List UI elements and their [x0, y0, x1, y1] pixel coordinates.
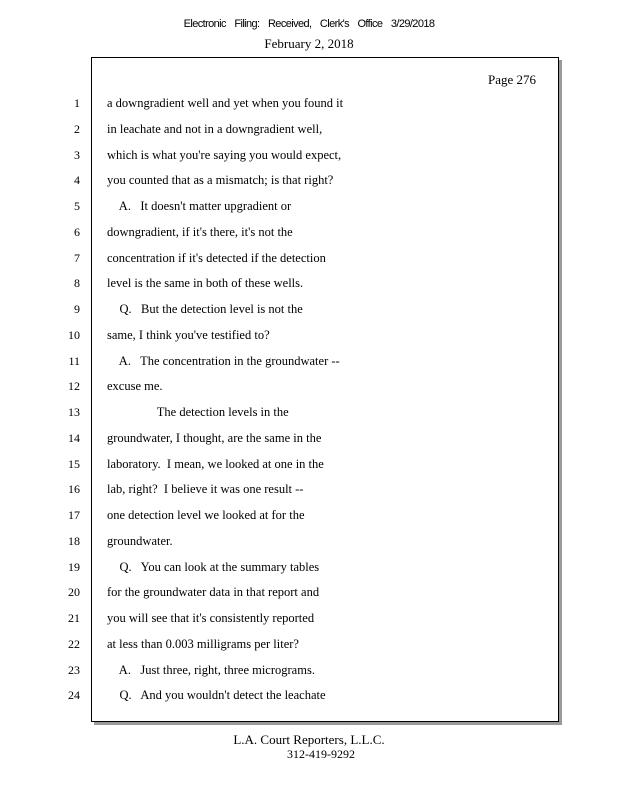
court-reporter-name: L.A. Court Reporters, L.L.C.	[233, 732, 385, 747]
line-text: which is what you're saying you would expect,	[107, 147, 342, 162]
line-number: 9	[74, 302, 80, 316]
transcript-date: February 2, 2018	[264, 36, 354, 51]
transcript-line	[0, 119, 618, 139]
line-number: 14	[68, 430, 80, 445]
transcript-line	[0, 170, 618, 190]
line-text: Q. But the detection level is not the	[107, 302, 303, 316]
transcript-line	[0, 222, 618, 242]
transcript-line	[0, 660, 618, 680]
filing-stamp: Electronic Filing: Received, Clerk's Office 3/29/2018	[183, 18, 435, 30]
line-number: 18	[68, 533, 80, 548]
line-number: 24	[68, 688, 80, 703]
transcript-line	[0, 196, 618, 216]
line-text: groundwater.	[107, 533, 173, 548]
transcript-line	[0, 93, 618, 113]
line-text: Q. You can look at the summary tables	[107, 559, 320, 574]
transcript-line	[0, 145, 618, 165]
line-text: concentration if it's detected if the detection	[107, 250, 326, 265]
line-text: The detection levels in the	[107, 405, 289, 419]
court-reporter-phone: 312-419-9292	[287, 747, 355, 761]
line-number: 1	[74, 96, 80, 110]
line-number: 17	[68, 508, 80, 522]
line-number: 15	[68, 456, 80, 471]
line-number: 13	[68, 405, 80, 419]
line-text: downgradient, if it's there, it's not the	[107, 224, 293, 239]
line-text: laboratory. I mean, we looked at one in the	[107, 456, 324, 471]
line-text: a downgradient well and yet when you found it	[107, 96, 344, 110]
line-number: 5	[74, 199, 80, 213]
line-text: excuse me.	[107, 379, 163, 394]
transcript-line	[0, 634, 618, 654]
transcript-line	[0, 376, 618, 396]
transcript-line	[0, 428, 618, 448]
line-number: 6	[74, 224, 80, 239]
line-text: one detection level we looked at for the	[107, 508, 305, 522]
line-text: A. It doesn't matter upgradient or	[107, 199, 292, 213]
line-text: for the groundwater data in that report and	[107, 585, 320, 600]
transcript-line	[0, 299, 618, 319]
line-text: Q. And you wouldn't detect the leachate	[107, 688, 326, 703]
transcript-line	[0, 582, 618, 602]
transcript-line	[0, 685, 618, 705]
line-number: 23	[68, 662, 80, 677]
line-number: 22	[68, 636, 80, 651]
line-text: level is the same in both of these wells.	[107, 276, 304, 291]
line-number: 16	[68, 482, 80, 497]
line-text: A. Just three, right, three micrograms.	[107, 662, 315, 677]
line-text: in leachate and not in a downgradient well,	[107, 121, 323, 136]
line-number: 19	[68, 559, 80, 574]
line-text: same, I think you've testified to?	[107, 327, 270, 342]
line-number: 7	[74, 250, 80, 265]
line-number: 11	[68, 353, 80, 368]
line-text: groundwater, I thought, are the same in the	[107, 430, 322, 445]
transcript-line	[0, 454, 618, 474]
line-number: 4	[74, 173, 80, 188]
line-number: 8	[74, 276, 80, 291]
transcript-line	[0, 557, 618, 577]
line-number: 10	[68, 327, 80, 342]
transcript-line	[0, 351, 618, 371]
page-number: Page 276	[487, 72, 536, 87]
transcript-line	[0, 325, 618, 345]
line-number: 3	[74, 147, 80, 162]
transcript-line	[0, 608, 618, 628]
transcript-line	[0, 248, 618, 268]
line-text: lab, right? I believe it was one result --	[107, 482, 304, 497]
line-number: 2	[74, 121, 80, 136]
line-number: 20	[68, 585, 80, 600]
line-text: A. The concentration in the groundwater --	[107, 353, 340, 368]
transcript-line	[0, 402, 618, 422]
transcript-line	[0, 273, 618, 293]
transcript-line	[0, 531, 618, 551]
line-number: 21	[68, 611, 80, 625]
line-text: at less than 0.003 milligrams per liter?	[107, 636, 299, 651]
line-text: you will see that it's consistently reported	[107, 611, 315, 625]
line-number: 12	[68, 379, 80, 394]
line-text: you counted that as a mismatch; is that right?	[107, 173, 334, 188]
transcript-line	[0, 505, 618, 525]
transcript-line	[0, 479, 618, 499]
